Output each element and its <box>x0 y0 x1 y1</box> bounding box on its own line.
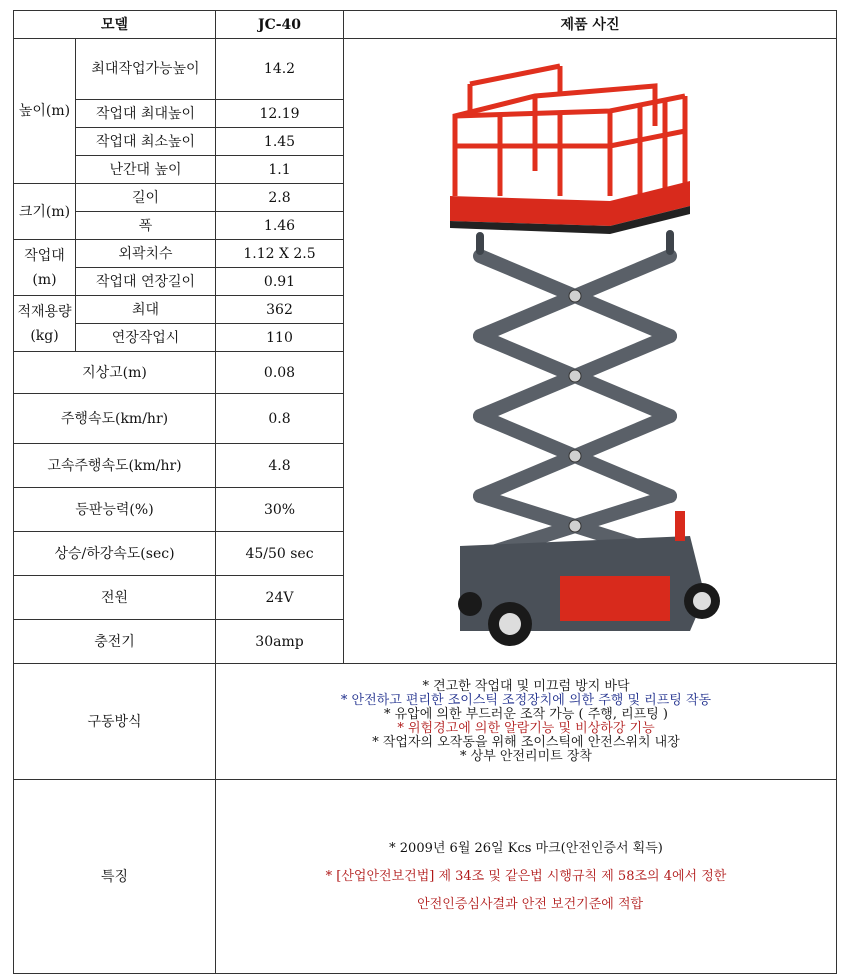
drive-item: * 유압에 의한 부드러운 조작 가능 ( 주행, 리프팅 ) <box>383 706 668 722</box>
features-list <box>216 780 837 974</box>
spec-label: 고속주행속도(km/hr) <box>14 444 216 488</box>
drive-label: 구동방식 <box>14 664 216 780</box>
spec-label: 전원 <box>14 576 216 620</box>
spec-value: 30amp <box>216 620 344 664</box>
spec-value: 0.08 <box>216 352 344 394</box>
spec-label: 최대 <box>76 296 216 324</box>
spec-value: 0.8 <box>216 394 344 444</box>
drive-item: * 작업자의 오작동을 위해 조이스틱에 안전스위치 내장 <box>372 734 680 750</box>
spec-value: 0.91 <box>216 268 344 296</box>
drive-item: * 위험경고에 의한 알람기능 및 비상하강 기능 <box>397 720 655 736</box>
spec-label: 작업대 연장길이 <box>76 268 216 296</box>
size-group-label: 크기(m) <box>14 184 76 240</box>
feature-item: 안전인증심사결과 안전 보건기준에 적합 <box>408 896 644 912</box>
spec-value: 1.12 X 2.5 <box>216 240 344 268</box>
model-label: 모델 <box>14 11 216 39</box>
spec-value: 12.19 <box>216 100 344 128</box>
spec-label: 등판능력(%) <box>14 488 216 532</box>
spec-label: 작업대 최대높이 <box>76 100 216 128</box>
height-group-label: 높이(m) <box>14 39 76 184</box>
spec-label: 지상고(m) <box>14 352 216 394</box>
spec-label: 상승/하강속도(sec) <box>14 532 216 576</box>
spec-label: 난간대 높이 <box>76 156 216 184</box>
drive-item: * 안전하고 편리한 조이스틱 조정장치에 의한 주행 및 리프팅 작동 <box>340 692 712 708</box>
spec-value: 110 <box>216 324 344 352</box>
spec-label: 연장작업시 <box>76 324 216 352</box>
spec-value: 45/50 sec <box>216 532 344 576</box>
features-label: 특징 <box>14 780 216 974</box>
platform-group-label: 작업대(m) <box>14 240 76 296</box>
feature-item: * [산업안전보건법] 제 34조 및 같은법 시행규칙 제 58조의 4에서 정한 <box>325 868 727 884</box>
spec-label: 작업대 최소높이 <box>76 128 216 156</box>
photo-label: 제품 사진 <box>344 11 837 39</box>
spec-label: 충전기 <box>14 620 216 664</box>
spec-value: 1.46 <box>216 212 344 240</box>
spec-label: 최대작업가능높이 <box>76 39 216 100</box>
spec-table <box>13 10 837 974</box>
spec-value: 30% <box>216 488 344 532</box>
spec-value: 24V <box>216 576 344 620</box>
spec-label: 외곽치수 <box>76 240 216 268</box>
spec-value: 2.8 <box>216 184 344 212</box>
load-group-label: 적재용량(kg) <box>14 296 76 352</box>
feature-item: * 2009년 6월 26일 Kcs 마크(안전인증서 획득) <box>389 840 663 856</box>
spec-label: 주행속도(km/hr) <box>14 394 216 444</box>
spec-value: 1.1 <box>216 156 344 184</box>
spec-value: 362 <box>216 296 344 324</box>
drive-list <box>216 664 837 780</box>
drive-item: * 견고한 작업대 및 미끄럼 방지 바닥 <box>422 678 630 694</box>
spec-label: 폭 <box>76 212 216 240</box>
model-value: JC-40 <box>216 11 344 39</box>
spec-label: 길이 <box>76 184 216 212</box>
spec-value: 14.2 <box>216 39 344 100</box>
spec-value: 1.45 <box>216 128 344 156</box>
spec-value: 4.8 <box>216 444 344 488</box>
product-photo <box>344 39 837 664</box>
drive-item: * 상부 안전리미트 장착 <box>460 748 592 764</box>
scissor-lift-image <box>440 56 740 646</box>
